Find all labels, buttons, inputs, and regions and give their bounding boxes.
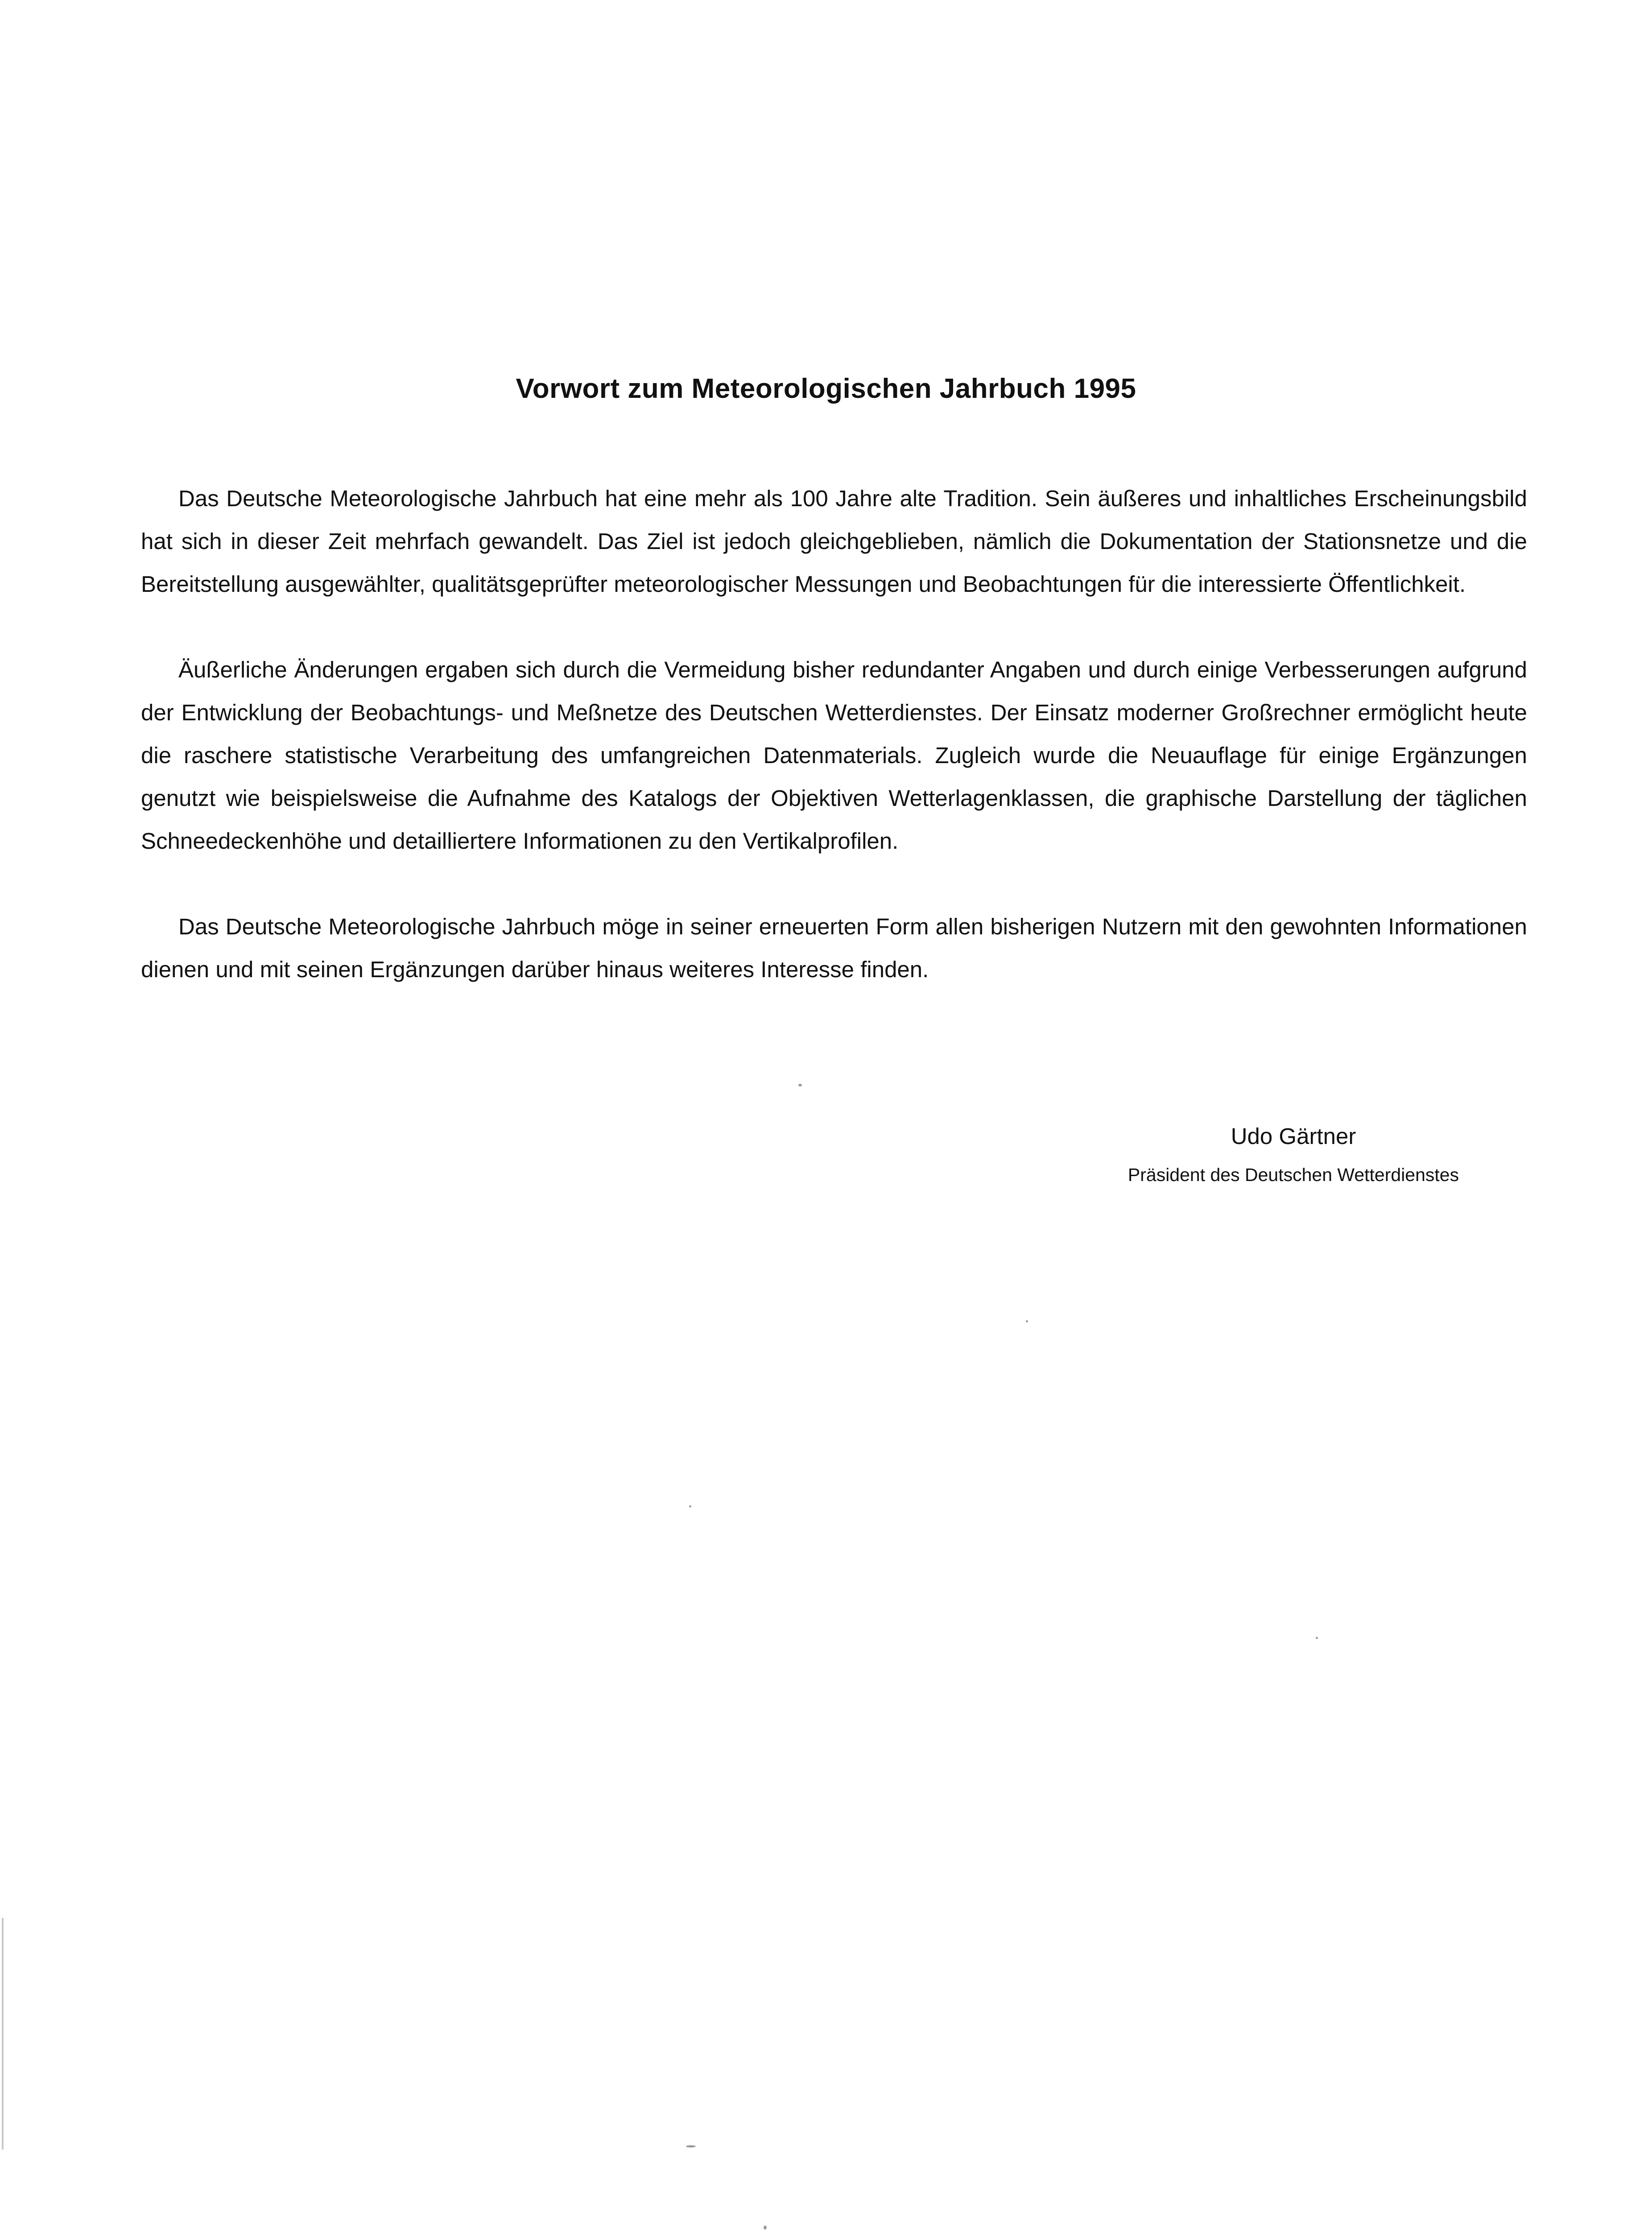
scan-speck: [1026, 1320, 1028, 1322]
body-text: [141, 477, 1527, 1034]
paragraph-2: Äußerliche Änderungen ergaben sich durch die Vermeidung bisher redundanter Angaben und durch einige Verbesserungen aufgrund der Entwicklung der Beobachtungs- und Meßnetze des Deutschen Wetterdienstes. Der Einsatz moderner Großrechner ermöglicht heute die raschere statistische Verarbeitung des umfangreichen Datenmaterials. Zugleich wurde die Neuauflage für einige Ergänzungen genutzt wie beispielsweise die Aufnahme des Katalogs der Objektiven Wetterlagenklassen, die graphische Darstellung der täglichen Schneedeckenhöhe und detailliertere Informationen zu den Vertikalprofilen.: [141, 657, 1527, 854]
page-title: Vorwort zum Meteorologischen Jahrbuch 1995: [516, 373, 1136, 404]
scan-speck: [1316, 1637, 1318, 1639]
signature-block: [1061, 1119, 1525, 1188]
paragraph-1: Das Deutsche Meteorologische Jahrbuch hat eine mehr als 100 Jahre alte Tradition. Sein äußeres und inhaltliches Erscheinungsbild hat sich in dieser Zeit mehrfach gewandelt. Das Ziel ist jedoch gleichgeblieben, nämlich die Dokumentation der Stationsnetze und die Bereitstellung ausgewählter, qualitätsgeprüfter meteorologischer Messungen und Beobachtungen für die interessierte Öffentlichkeit.: [141, 486, 1527, 597]
signatory-role: Präsident des Deutschen Wetterdienstes: [1127, 1165, 1459, 1185]
scan-speck: [689, 1505, 691, 1507]
scan-speck: [686, 2145, 696, 2147]
scan-speck: [764, 2226, 767, 2230]
signatory-name: Udo Gärtner: [1231, 1123, 1356, 1149]
paragraph-3: Das Deutsche Meteorologische Jahrbuch möge in seiner erneuerten Form allen bisherigen Nutzern mit den gewohnten Informationen dienen und mit seinen Ergänzungen darüber hinaus weiteres Interesse finden.: [141, 914, 1527, 982]
scan-speck: [798, 1084, 802, 1086]
scan-speck: [2, 1918, 4, 2150]
